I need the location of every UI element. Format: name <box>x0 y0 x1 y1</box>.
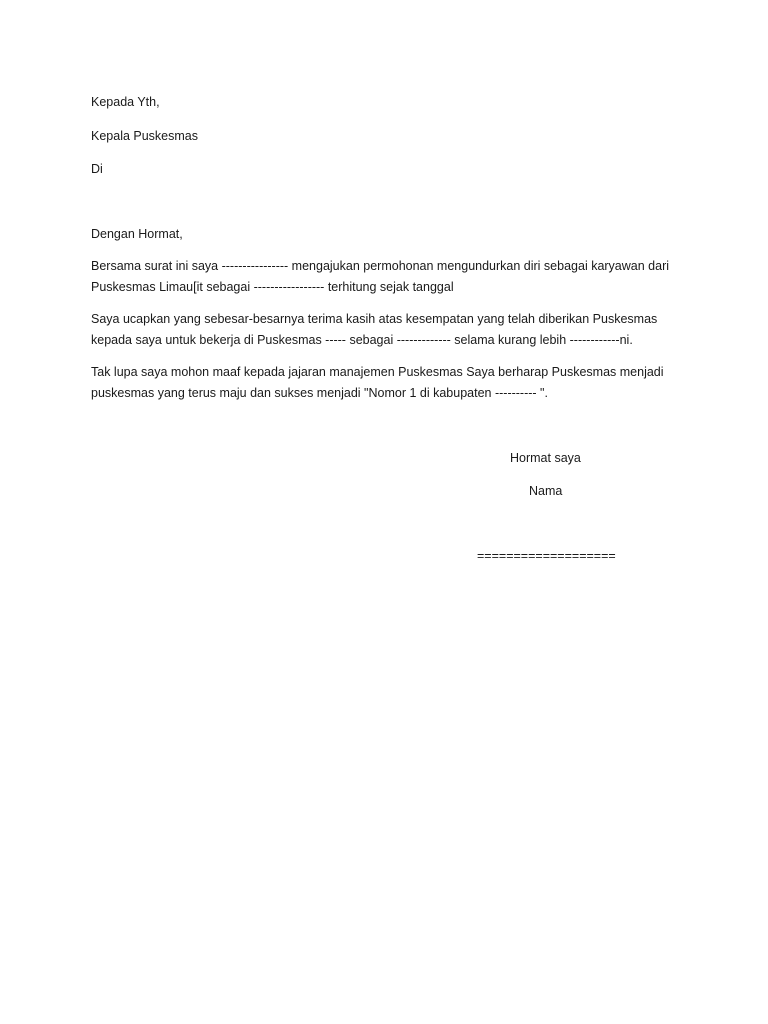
paragraph-2 <box>91 309 681 351</box>
paragraph-1 <box>91 256 681 298</box>
signature-line: =================== <box>477 549 616 563</box>
closing-regards: Hormat saya <box>510 451 581 465</box>
recipient-line-3: Di <box>91 162 103 176</box>
paragraph-2-line-1: Saya ucapkan yang sebesar-besarnya terima kasih atas kesempatan yang telah diberikan Puskesmas <box>91 312 658 326</box>
paragraph-1-line-1: Bersama surat ini saya ---------------- mengajukan permohonan mengundurkan diri sebagai karyawan dari <box>91 259 670 273</box>
signer-name: Nama <box>529 484 563 498</box>
paragraph-3-line-2: puskesmas yang terus maju dan sukses menjadi "Nomor 1 di kabupaten ---------- ". <box>91 386 548 400</box>
paragraph-3 <box>91 362 681 404</box>
recipient-line-1: Kepada Yth, <box>91 95 160 109</box>
salutation: Dengan Hormat, <box>91 227 183 241</box>
paragraph-1-line-2: Puskesmas Limau[it sebagai ----------------- terhitung sejak tanggal <box>91 280 454 294</box>
recipient-line-2: Kepala Puskesmas <box>91 129 199 143</box>
paragraph-2-line-2: kepada saya untuk bekerja di Puskesmas ----- sebagai ------------- selama kurang lebih ------------ni. <box>91 333 633 347</box>
paragraph-3-line-1: Tak lupa saya mohon maaf kepada jajaran manajemen Puskesmas Saya berharap Puskesmas menjadi <box>91 365 664 379</box>
